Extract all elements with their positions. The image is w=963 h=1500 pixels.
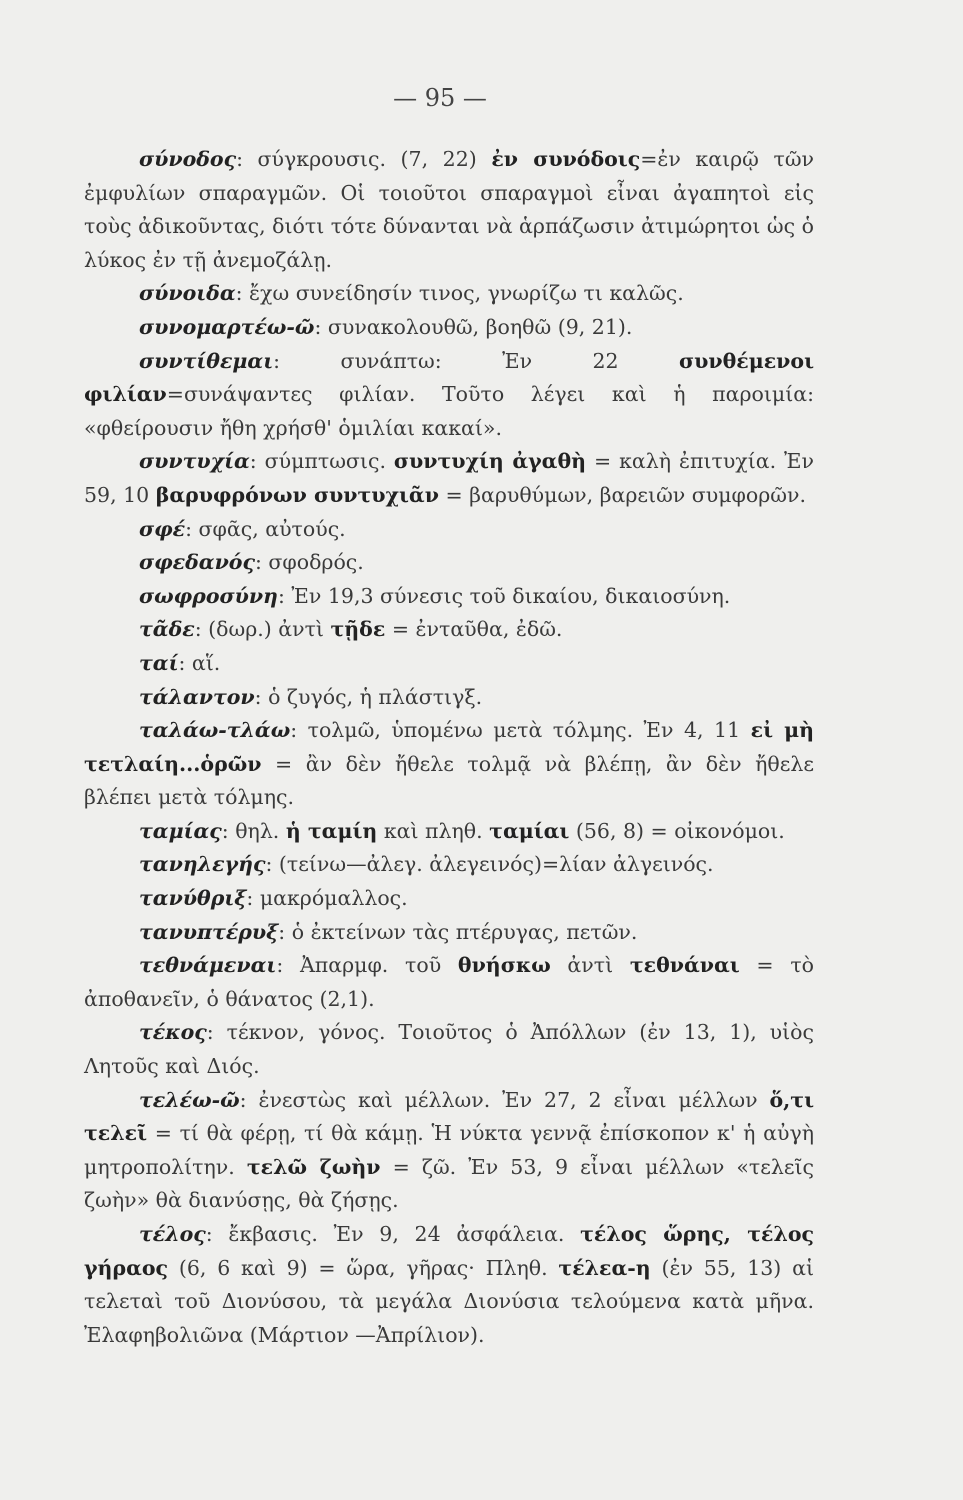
entry-text: (ἐν 55, 13) αἱ τελεταὶ τοῦ Διονύσου, τὰ μεγάλα Διονύσια τελούμενα κατὰ μῆνα. Ἐλαφηβολιῶνα (Μάρτιον —Ἀπρίλιον). [84, 1255, 814, 1347]
entry-phrase: τέλος ὥρης, τέλος γήραος [84, 1222, 814, 1280]
entry-text: : συνακολουθῶ, βοηθῶ (9, 21). [314, 314, 633, 339]
entry-phrase: ὅ,τι τελεῖ [84, 1087, 814, 1146]
entry-phrase: συνθέμενοι φιλίαν [84, 348, 814, 407]
entry-headword: τέκος [139, 1020, 207, 1045]
entry-text: : σύγκρουσις. (7, 22) [236, 147, 492, 171]
entry-text: : ἐνεστὼς καὶ μέλλων. Ἐν 27, 2 εἶναι μέλλων [239, 1087, 770, 1112]
dictionary-entry [84, 714, 814, 815]
entry-phrase: τέλεα-η [558, 1255, 651, 1280]
entry-text: : (δωρ.) ἀντὶ [194, 617, 331, 642]
entry-text: : αἵ. [178, 650, 221, 675]
dictionary-entry [84, 143, 814, 277]
entry-text: : Ἐν 19,3 σύνεσις τοῦ δικαίου, δικαιοσύνη. [277, 583, 731, 608]
entry-text: : τολμῶ, ὑπομένω μετὰ τόλμης. Ἐν 4, 11 [290, 718, 751, 743]
dictionary-entry [84, 546, 814, 580]
entry-text: = ἂν δὲν ἤθελε τολμᾷ νὰ βλέπῃ, ἂν δὲν ἤθελε βλέπει μετὰ τόλμης. [84, 751, 814, 810]
entry-text: =συνάψαντες φιλίαν. Τοῦτο λέγει καὶ ἡ παροιμία: «φθείρουσιν ἤθη χρήσθ' ὁμιλίαι κακαί». [84, 382, 814, 440]
entry-headword: ταί [139, 650, 179, 675]
entry-headword: ταμίας [139, 818, 222, 843]
entry-headword: συντυχία [139, 449, 250, 474]
dictionary-entry [84, 681, 814, 715]
entry-text: : σύμπτωσις. [249, 449, 394, 474]
entry-text: (56, 8) = οἰκονόμοι. [569, 818, 785, 843]
entry-text: καὶ πληθ. [377, 818, 490, 843]
entry-text: : θηλ. [221, 818, 286, 843]
entry-text: : ἔκβασις. Ἐν 9, 24 ἀσφάλεια. [205, 1222, 581, 1246]
entry-phrase: ἐν συνόδοις [491, 147, 641, 171]
dictionary-entry [84, 1218, 814, 1352]
entry-text: = τί θὰ φέρῃ, τί θὰ κάμῃ. Ἡ νύκτα γεννᾷ ἐπίσκοπον κ' ἡ αὐγὴ μητροπολίτην. [84, 1121, 814, 1179]
entry-text: : σφοδρός. [254, 550, 364, 575]
entry-text: =ἐν καιρῷ τῶν ἐμφυλίων σπαραγμῶν. Οἱ τοιοῦτοι σπαραγμοὶ εἶναι ἀγαπητοὶ εἰς τοὺς ἀδικοῦντας, διότι τότε δύνανται νὰ ἁρπάζωσιν ἀτιμώρητοι ὡς ὁ λύκος ἐν τῇ ἀνεμοζάλῃ. [84, 147, 814, 272]
dictionary-entry [84, 613, 814, 647]
dictionary-entry [84, 311, 814, 345]
entry-headword: συντίθεμαι [139, 348, 274, 373]
entry-phrase: ἡ ταμίη [285, 818, 378, 843]
entry-phrase: θνήσκω [457, 953, 551, 978]
entry-phrase: εἰ μὴ τετλαίη...ὁρῶν [84, 718, 815, 776]
entry-text: : συνάπτω: Ἐν 22 [273, 348, 680, 373]
entry-headword: τελέω-ῶ [139, 1087, 240, 1112]
entry-text: : ἔχω συνείδησίν τινος, γνωρίζω τι καλῶς. [235, 281, 684, 306]
entry-text: : σφᾶς, αὐτούς. [185, 516, 346, 541]
entry-headword: σύνοιδα [139, 281, 236, 306]
dictionary-entry [84, 916, 814, 950]
entry-headword: σφέ [139, 516, 186, 541]
entry-text: : τέκνον, γόνος. Τοιοῦτος ὁ Ἀπόλλων (ἐν 13, 1), υἱὸς Λητοῦς καὶ Διός. [84, 1020, 814, 1079]
entry-headword: συνομαρτέω-ῶ [139, 314, 315, 339]
dictionary-entry [84, 277, 814, 311]
entry-headword: σφεδανός [139, 550, 255, 575]
entry-list [84, 143, 814, 1352]
entry-headword: τᾶδε [139, 617, 195, 642]
dictionary-entry [84, 647, 814, 681]
entry-phrase: βαρυφρόνων συντυχιᾶν [155, 482, 439, 507]
entry-headword: ταλάω-τλάω [139, 718, 291, 743]
entry-text: = ἐνταῦθα, ἐδῶ. [385, 617, 563, 642]
entry-headword: τανηλεγής [139, 852, 266, 877]
dictionary-entry [84, 1016, 814, 1083]
entry-headword: τεθνάμεναι [139, 953, 277, 978]
entry-text: : ὁ ἐκτείνων τὰς πτέρυγας, πετῶν. [278, 919, 638, 944]
dictionary-entry [84, 445, 814, 512]
entry-headword: τανύθριξ [139, 886, 247, 911]
dictionary-entry [84, 345, 814, 446]
dictionary-entry [84, 848, 814, 882]
entry-text: : μακρόμαλλος. [246, 886, 408, 911]
entry-text: : ὁ ζυγός, ἡ πλάστιγξ. [254, 684, 483, 709]
entry-headword: σύνοδος [139, 147, 237, 171]
page-number: — 95 — [393, 84, 487, 112]
entry-phrase: τῇδε [330, 617, 386, 642]
entry-phrase: τελῶ ζωὴν [246, 1154, 381, 1179]
entry-text: = βαρυθύμων, βαρειῶν συμφορῶν. [438, 482, 806, 507]
dictionary-entry [84, 949, 814, 1016]
entry-text: : Ἀπαρμφ. τοῦ [276, 953, 458, 978]
entry-text: (6, 6 καὶ 9) = ὥρα, γῆρας· Πληθ. [168, 1255, 559, 1280]
entry-headword: τανυπτέρυξ [139, 919, 279, 944]
entry-headword: τάλαντον [139, 684, 255, 709]
entry-phrase: ταμίαι [489, 818, 570, 843]
dictionary-entry [84, 580, 814, 614]
entry-headword: τέλος [139, 1222, 206, 1246]
entry-headword: σωφροσύνη [139, 583, 278, 608]
entry-text: ἀντὶ [550, 953, 630, 978]
entry-phrase: συντυχίη ἀγαθὴ [393, 449, 587, 474]
dictionary-entry [84, 1084, 814, 1218]
entry-text: = ζῶ. Ἐν 53, 9 εἶναι μέλλων «τελεῖς ζωὴν» θὰ διανύσῃς, θὰ ζήσῃς. [84, 1154, 814, 1213]
entry-text: = καλὴ ἐπιτυχία. Ἐν 59, 10 [84, 449, 815, 507]
entry-phrase: τεθνάναι [629, 953, 740, 978]
dictionary-entry [84, 513, 814, 547]
entry-text: : (τείνω—ἀλεγ. ἀλεγεινός)=λίαν ἀλγεινός. [265, 852, 714, 877]
dictionary-entry [84, 882, 814, 916]
dictionary-entry [84, 815, 814, 849]
entry-text: = τὸ ἀποθανεῖν, ὁ θάνατος (2,1). [84, 953, 814, 1011]
